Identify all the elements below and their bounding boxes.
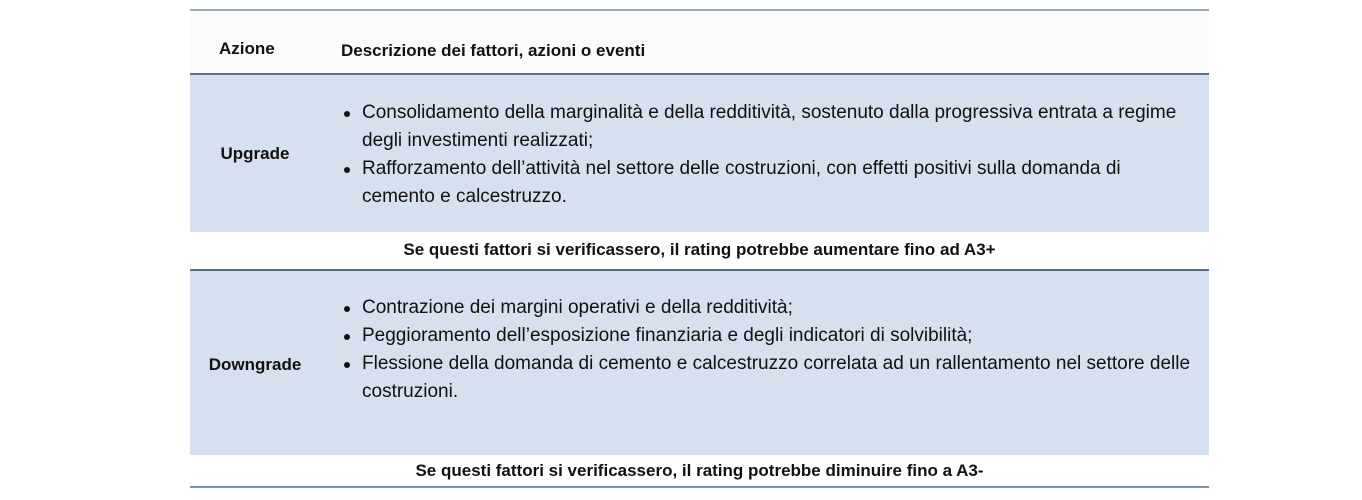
list-item: Contrazione dei margini operativi e della redditività; bbox=[362, 294, 1197, 322]
downgrade-conclusion: Se questi fattori si verificassero, il rating potrebbe diminuire fino a A3- bbox=[190, 455, 1209, 488]
header-descrizione: Descrizione dei fattori, azioni o eventi bbox=[341, 41, 646, 60]
upgrade-conclusion: Se questi fattori si verificassero, il rating potrebbe aumentare fino ad A3+ bbox=[190, 232, 1209, 271]
list-item: Consolidamento della marginalità e della redditività, sostenuto dalla progressiva entrata a regime degli investimenti realizzati; bbox=[362, 99, 1197, 155]
downgrade-factors-list bbox=[340, 294, 1197, 406]
azione-downgrade: Downgrade bbox=[208, 355, 302, 374]
upgrade-factors-list bbox=[340, 99, 1197, 211]
rating-factors-table bbox=[190, 9, 1209, 488]
list-item: Rafforzamento dell’attività nel settore delle costruzioni, con effetti positivi sulla domanda di cemento e calcestruzzo. bbox=[362, 155, 1197, 211]
downgrade-row bbox=[190, 271, 1209, 455]
list-item: Peggioramento dell’esposizione finanziaria e degli indicatori di solvibilità; bbox=[362, 322, 1197, 350]
upgrade-row bbox=[190, 75, 1209, 232]
table-header bbox=[190, 11, 1209, 75]
list-item: Flessione della domanda di cemento e calcestruzzo correlata ad un rallentamento nel settore delle costruzioni. bbox=[362, 350, 1197, 406]
header-azione: Azione bbox=[219, 39, 275, 58]
azione-upgrade: Upgrade bbox=[220, 144, 290, 163]
